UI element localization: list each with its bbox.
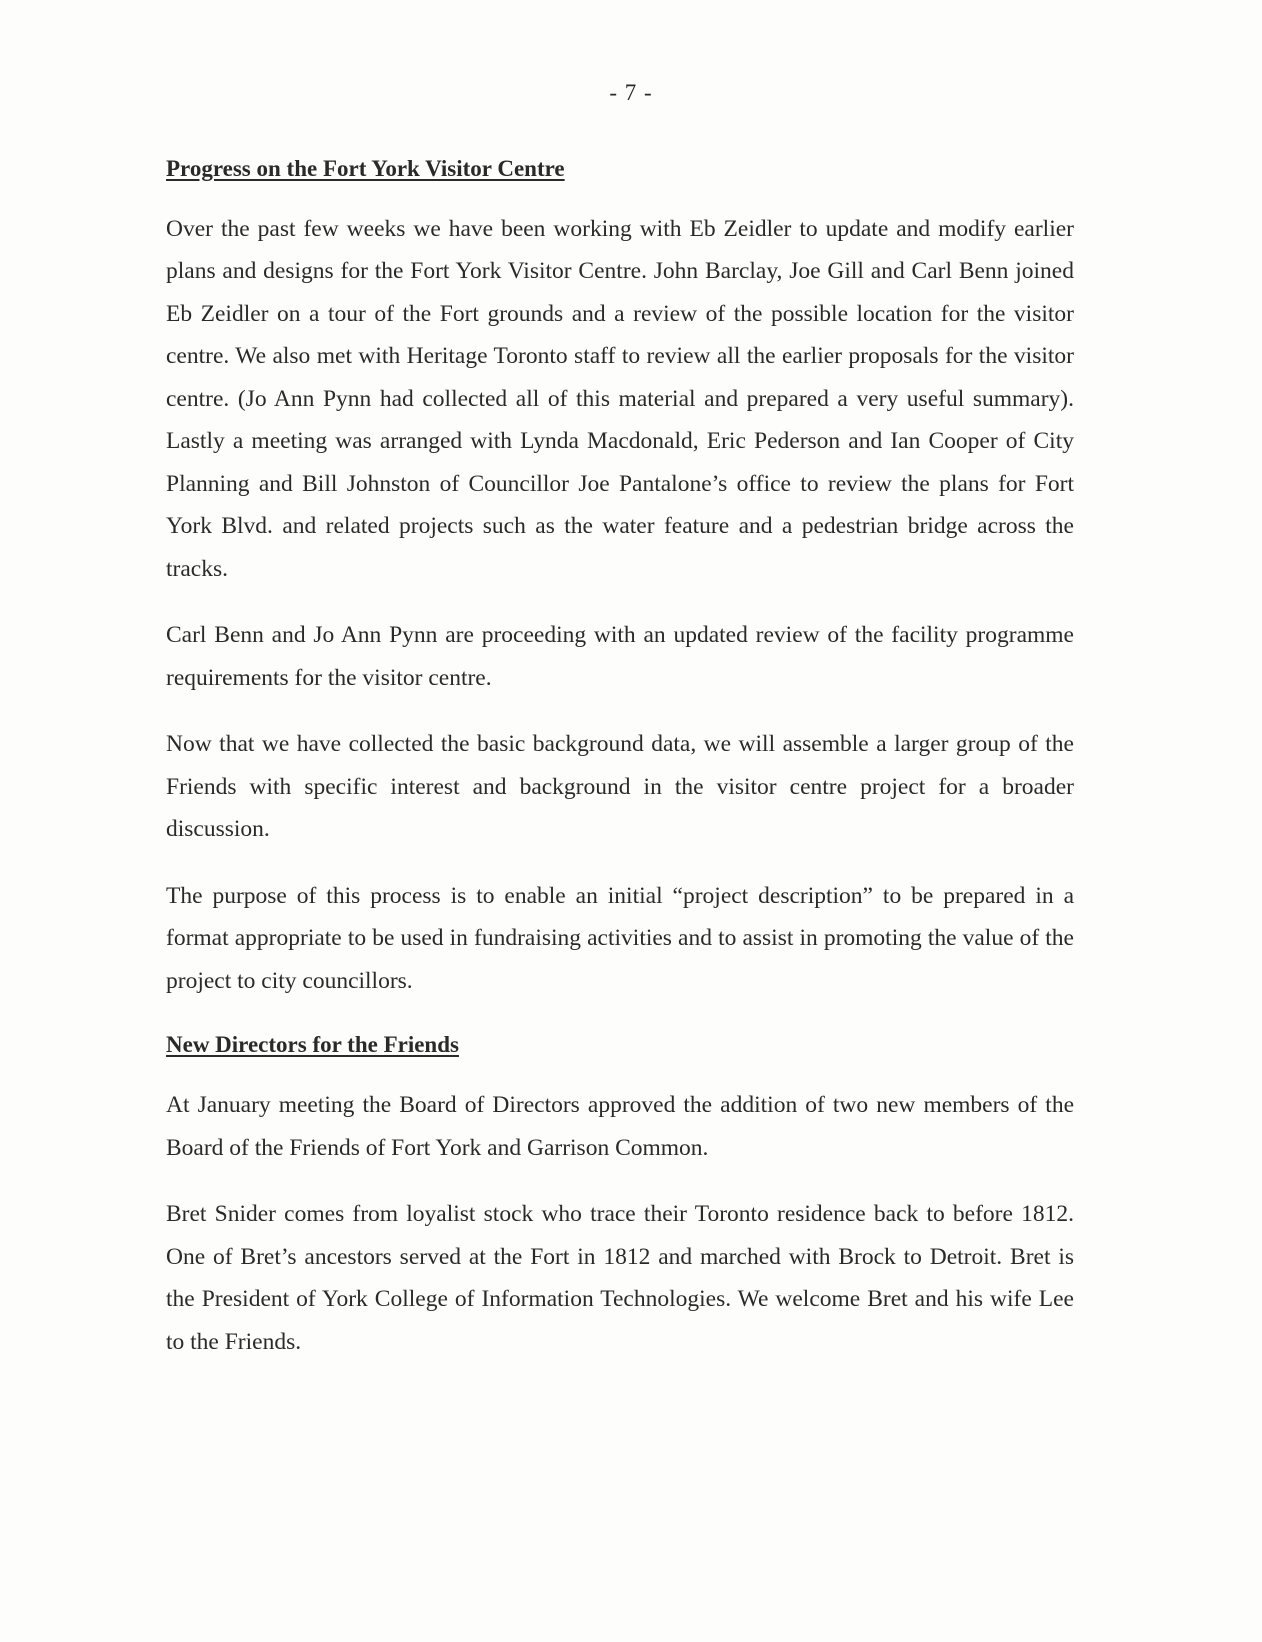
paragraph: Over the past few weeks we have been working with Eb Zeidler to update and modify earlier plans and designs for the Fort York Visitor Centre. John Barclay, Joe Gill and Carl Benn joined Eb Zeidler on a tour of the Fort grounds and a review of the possible location for the visitor centre. We also met with Heritage Toronto staff to review all the earlier proposals for the visitor centre. (Jo Ann Pynn had collected all of this material and prepared a very useful summary). Lastly a meeting was arranged with Lynda Macdonald, Eric Pederson and Ian Cooper of City Planning and Bill Johnston of Councillor Joe Pantalone’s office to review the plans for Fort York Blvd. and related projects such as the water feature and a pedestrian bridge across the tracks.	[166, 215, 1074, 582]
paragraph: Bret Snider comes from loyalist stock who trace their Toronto residence back to before 1812. One of Bret’s ancestors served at the Fort in 1812 and marched with Brock to Detroit. Bret is the President of York College of Information Technologies. We welcome Bret and his wife Lee to the Friends.	[166, 1201, 1074, 1355]
section-heading-visitor-centre: Progress on the Fort York Visitor Centre	[166, 156, 565, 181]
paragraph: At January meeting the Board of Directors approved the addition of two new members of the Board of the Friends of Fort York and Garrison Common.	[166, 1092, 1074, 1161]
paragraph: The purpose of this process is to enable an initial “project description” to be prepared in a format appropriate to be used in fundraising activities and to assist in promoting the value of the project to city councillors.	[166, 882, 1074, 994]
document-body	[166, 154, 1074, 1387]
section-heading-new-directors: New Directors for the Friends	[166, 1032, 459, 1058]
paragraph: Carl Benn and Jo Ann Pynn are proceeding with an updated review of the facility programme requirements for the visitor centre.	[166, 622, 1074, 691]
page-number: - 7 -	[609, 80, 653, 105]
paragraph: Now that we have collected the basic background data, we will assemble a larger group of the Friends with specific interest and background in the visitor centre project for a broader discussion.	[166, 731, 1074, 843]
